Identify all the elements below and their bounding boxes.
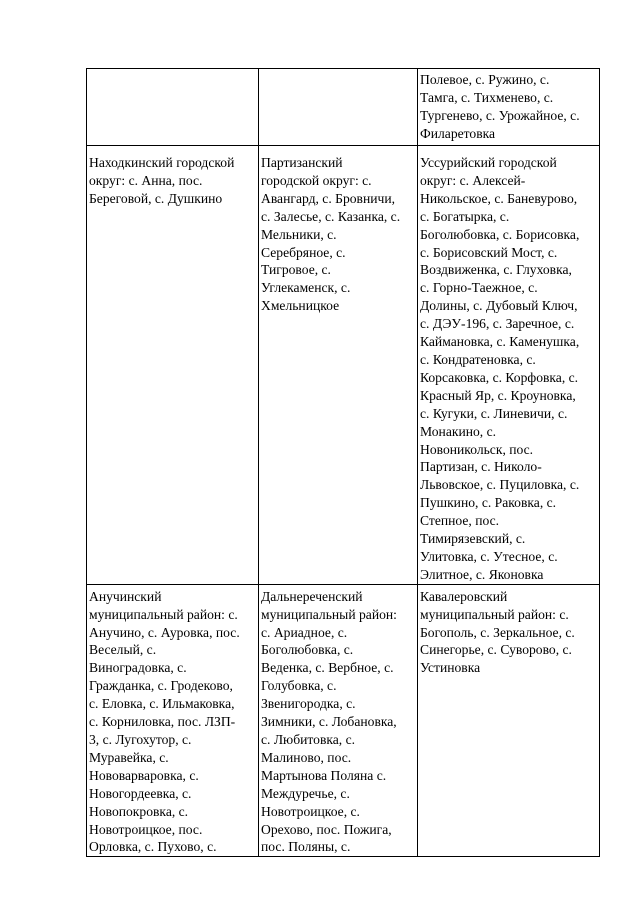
table-cell: Уссурийский городской округ: с. Алексей- Никольское, с. Баневурово, с. Богатырка, с. Боголюбовка, с. Борисовка, с. Борисовский Мост, с. Воздвиженка, с. Глуховка, с. Горно-Таежное, с. Долины, с. Дубовый Ключ, с. ДЭУ-196, с. Заречное, с. Каймановка, с. Каменушка, с. Кондратеновка, с. Корсаковка, с. Корфовка, с. Красный Яр, с. Кроуновка, с. Кугуки, с. Линевичи, с. Монакино, с. Новоникольск, пос. Партизан, с. Николо- Львовское, с. Пуциловка, с. Пушкино, с. Раковка, с. Степное, пос. Тимирязевский, с. Улитовка, с. Утесное, с. Элитное, с. Яконовка bbox=[418, 146, 600, 585]
table-cell: Анучинский муниципальный район: с. Анучино, с. Ауровка, пос. Веселый, с. Виноградовка, с. Гражданка, с. Гродеково, с. Еловка, с. Ильмаковка, с. Корниловка, пос. ЛЗП- 3, с. Лугохутор, с. Муравейка, с. Нововарваровка, с. Новогордеевка, с. Новопокровка, с. Новотроицкое, пос. Орловка, с. Пухово, с. bbox=[87, 584, 259, 857]
table-row bbox=[87, 146, 600, 585]
table-cell: Партизанский городской округ: с. Авангард, с. Бровничи, с. Залесье, с. Казанка, с. Мельники, с. Серебряное, с. Тигровое, с. Углекаменск, с. Хмельницкое bbox=[259, 146, 418, 585]
table-cell bbox=[87, 69, 259, 146]
table-cell bbox=[259, 69, 418, 146]
table-cell: Дальнереченский муниципальный район: с. Ариадное, с. Боголюбовка, с. Веденка, с. Вербное, с. Голубовка, с. Звенигородка, с. Зимники, с. Лобановка, с. Любитовка, с. Малиново, пос. Мартынова Поляна с. Междуречье, с. Новотроицкое, с. Орехово, пос. Пожига, пос. Поляны, с. bbox=[259, 584, 418, 857]
table-row bbox=[87, 584, 600, 857]
table-cell: Полевое, с. Ружино, с. Тамга, с. Тихменево, с. Тургенево, с. Урожайное, с. Филаретовка bbox=[418, 69, 600, 146]
settlements-table bbox=[86, 68, 600, 857]
table-cell: Кавалеровский муниципальный район: с. Богополь, с. Зеркальное, с. Синегорье, с. Суворово, с. Устиновка bbox=[418, 584, 600, 857]
table-cell: Находкинский городской округ: с. Анна, пос. Береговой, с. Душкино bbox=[87, 146, 259, 585]
table-row bbox=[87, 69, 600, 146]
